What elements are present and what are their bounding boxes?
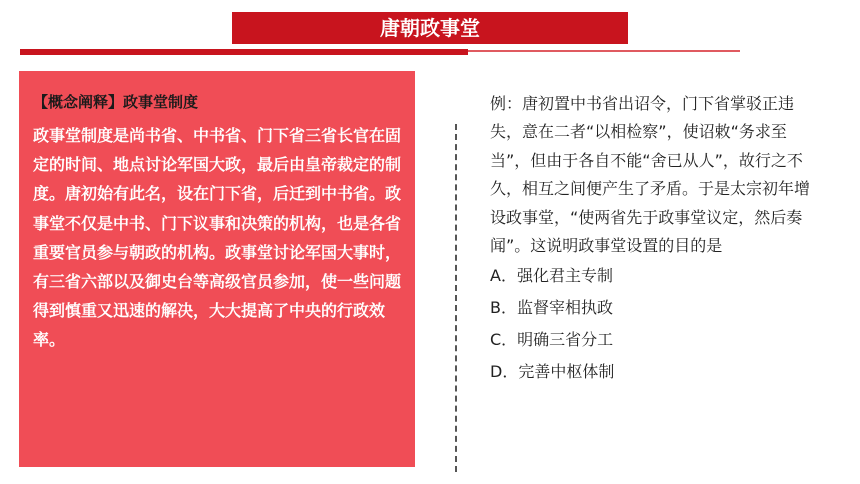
question-stem: 例：唐初置中书省出诏令，门下省掌驳正违失，意在二者“以相检察”，使诏敕“务求至当”，但由于各自不能“舍已从人”，故行之不久，相互之间便产生了矛盾。于是太宗初年增设政事堂，“使两省先于政事堂议定，然后奏闻”。这说明政事堂设置的目的是 xyxy=(490,94,811,256)
example-question xyxy=(490,90,820,388)
concept-heading: 【概念阐释】政事堂制度 xyxy=(33,93,199,111)
answer-options xyxy=(490,260,820,388)
title-underline-thin xyxy=(468,50,740,52)
dashed-divider xyxy=(455,124,457,472)
title-underline-thick xyxy=(20,49,468,55)
option-d[interactable]: D．完善中枢体制 xyxy=(490,362,615,382)
concept-body-text: 政事堂制度是尚书省、中书省、门下省三省长官在固定的时间、地点讨论军国大政，最后由皇帝裁定的制度。唐初始有此名，设在门下省，后迁到中书省。政事堂不仅是中书、门下议事和决策的机构，也是各省重要官员参与朝政的机构。政事堂讨论军国大事时，有三省六部以及御史台等高级官员参加，使一些问题得到慎重又迅速的解决，大大提高了中央的行政效率。 xyxy=(33,126,402,350)
option-a[interactable]: A．强化君主专制 xyxy=(490,266,613,286)
option-b[interactable]: B．监督宰相执政 xyxy=(490,298,613,318)
option-c[interactable]: C．明确三省分工 xyxy=(490,330,614,350)
page-title: 唐朝政事堂 xyxy=(232,12,628,44)
concept-explanation-panel xyxy=(19,71,415,467)
